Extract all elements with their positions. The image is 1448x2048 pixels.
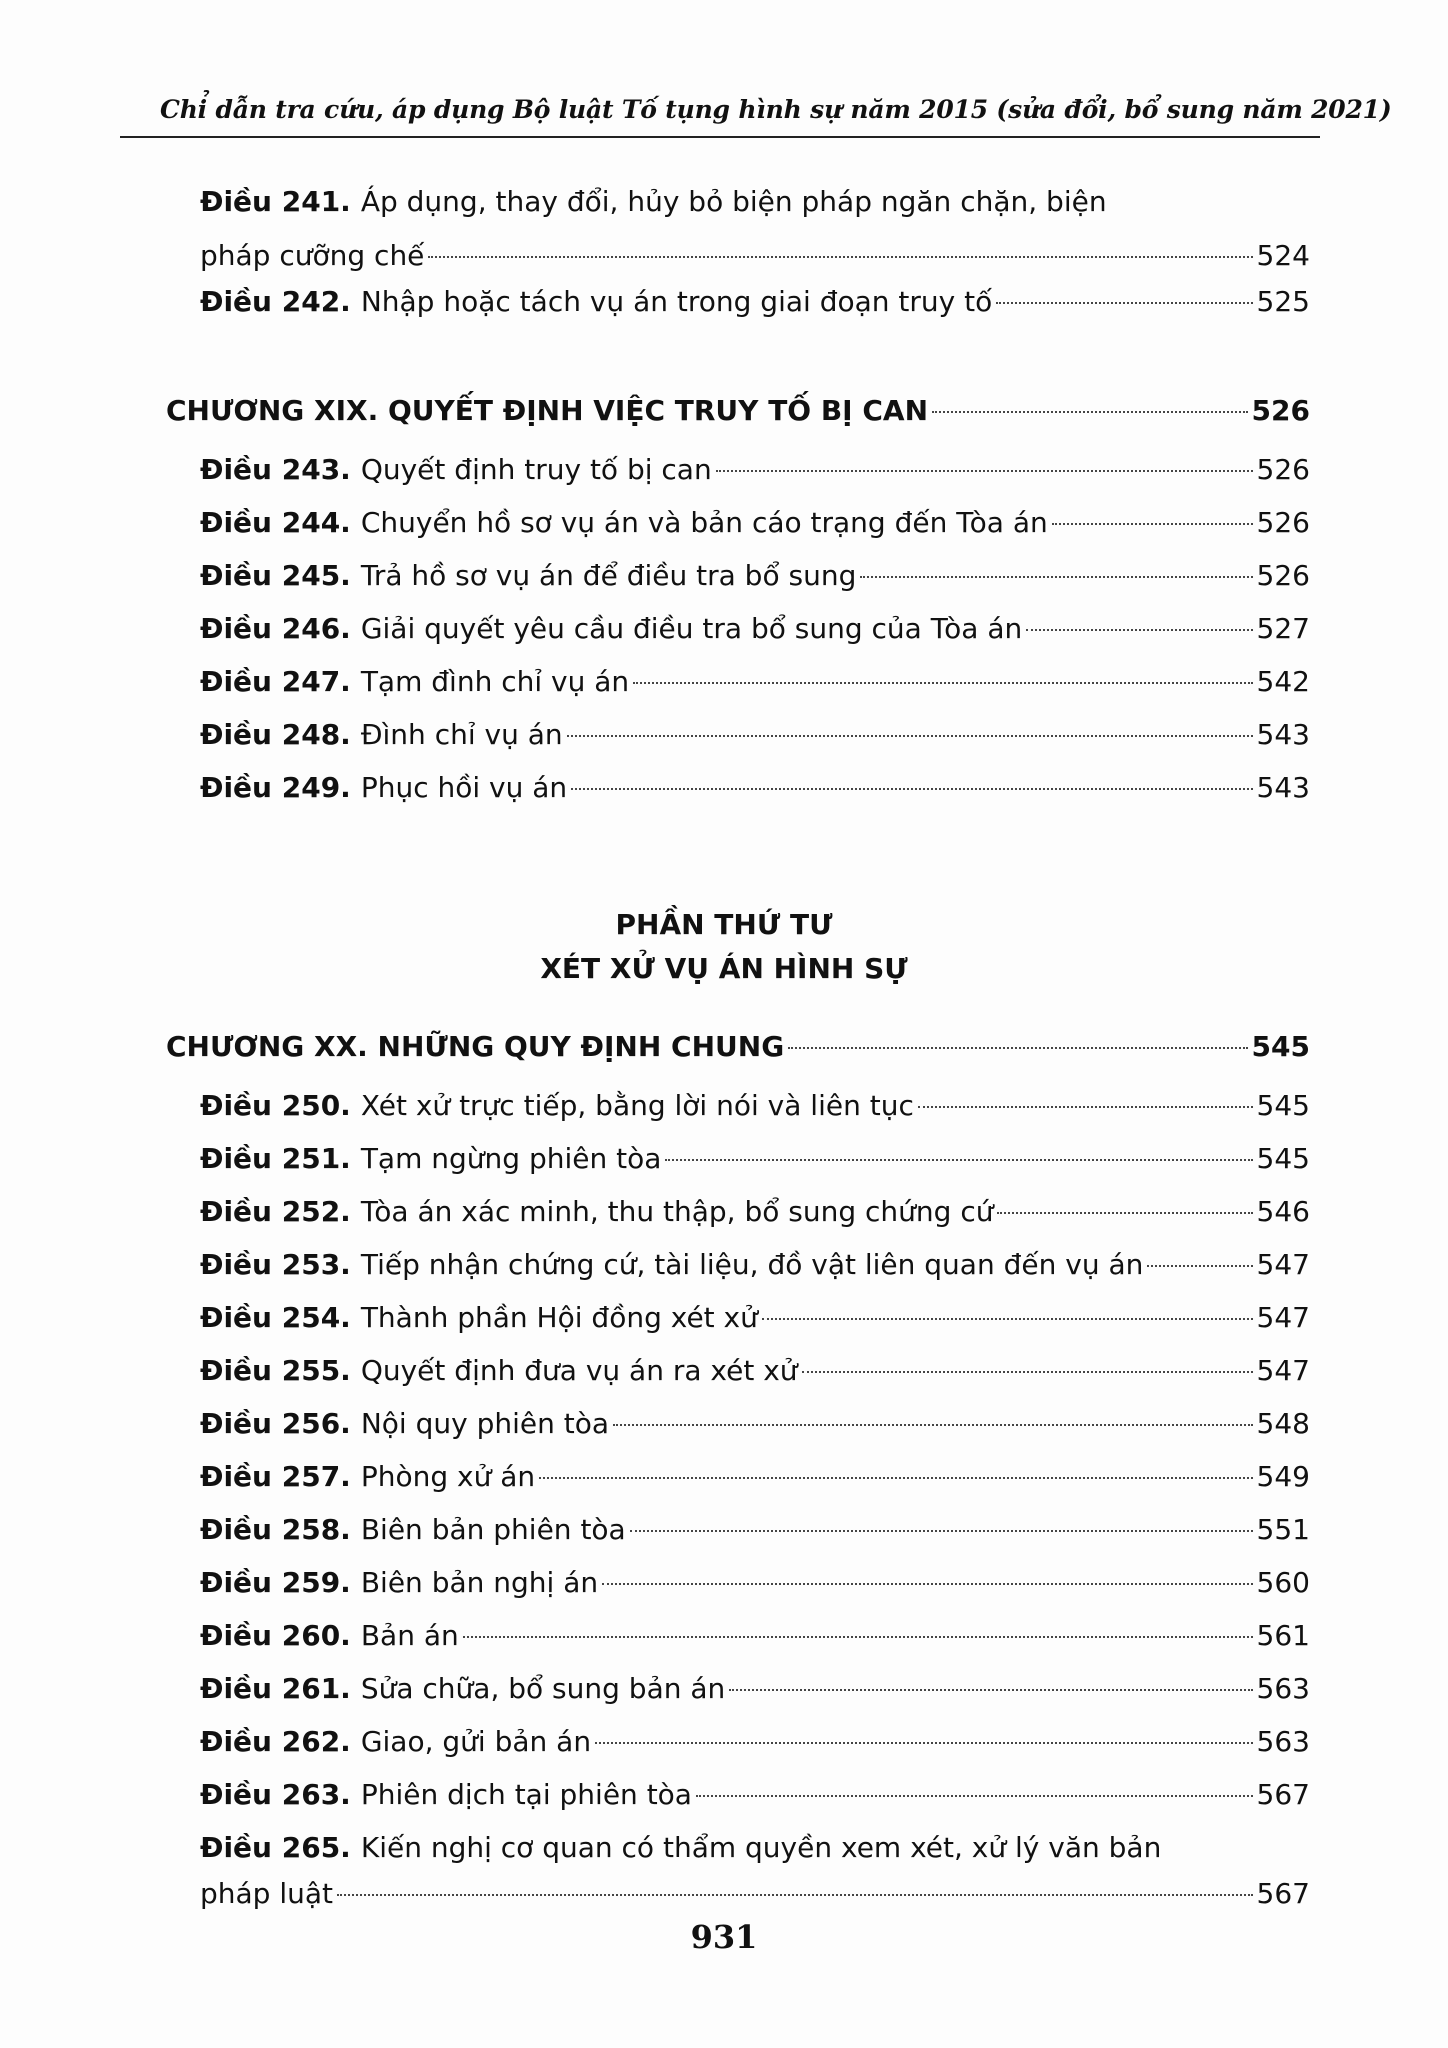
toc-entry-255	[200, 1354, 1310, 1391]
leader-dots	[729, 1689, 1252, 1691]
leader-dots	[1026, 629, 1252, 631]
article-number: Điều 252.	[200, 1195, 351, 1228]
leader-dots	[1052, 523, 1253, 525]
leader-dots	[633, 682, 1252, 684]
article-number: Điều 242.	[200, 285, 351, 318]
leader-dots	[918, 1106, 1253, 1108]
article-number: Điều 255.	[200, 1354, 351, 1387]
leader-dots	[802, 1371, 1253, 1373]
toc-entry-250	[200, 1089, 1310, 1126]
toc-entry-241	[200, 185, 1310, 276]
page-ref: 567	[1256, 1877, 1310, 1910]
page-ref: 543	[1256, 718, 1310, 751]
article-number: Điều 247.	[200, 665, 351, 698]
leader-dots	[567, 735, 1253, 737]
running-header: Chỉ dẫn tra cứu, áp dụng Bộ luật Tố tụng hình sự năm 2015 (sửa đổi, bổ sung năm 2021)	[160, 95, 1392, 124]
toc-entry-252	[200, 1195, 1310, 1232]
article-title: Quyết định truy tố bị can	[360, 453, 712, 486]
article-number: Điều 262.	[200, 1725, 351, 1758]
leader-dots	[337, 1894, 1253, 1896]
toc-entry-243	[200, 453, 1310, 490]
leader-dots	[595, 1742, 1252, 1744]
page-ref: 542	[1256, 665, 1310, 698]
page-ref: 545	[1256, 1089, 1310, 1122]
article-title: Áp dụng, thay đổi, hủy bỏ biện pháp ngăn chặn, biện	[360, 185, 1107, 218]
article-number: Điều 246.	[200, 612, 351, 645]
leader-dots	[762, 1318, 1253, 1320]
article-title: Tòa án xác minh, thu thập, bổ sung chứng cứ	[360, 1195, 994, 1228]
toc-entry-259	[200, 1566, 1310, 1603]
article-title: Giao, gửi bản án	[360, 1725, 592, 1758]
page-ref: 545	[1251, 1030, 1310, 1063]
leader-dots	[539, 1477, 1252, 1479]
page-ref: 524	[1256, 239, 1310, 272]
toc-entry-249	[200, 771, 1310, 808]
toc-entry-257	[200, 1460, 1310, 1497]
leader-dots	[996, 302, 1252, 304]
article-title: Xét xử trực tiếp, bằng lời nói và liên tục	[360, 1089, 914, 1122]
leader-dots	[428, 256, 1252, 258]
article-title: Quyết định đưa vụ án ra xét xử	[360, 1354, 798, 1387]
article-title: Kiến nghị cơ quan có thẩm quyền xem xét, xử lý văn bản	[360, 1831, 1162, 1864]
article-title-continued: pháp luật	[200, 1877, 334, 1910]
toc-entry-262	[200, 1725, 1310, 1762]
article-title: Tạm ngừng phiên tòa	[360, 1142, 662, 1175]
page-ref: 526	[1256, 506, 1310, 539]
article-title: Phục hồi vụ án	[360, 771, 568, 804]
leader-dots	[997, 1212, 1252, 1214]
article-number: Điều 250.	[200, 1089, 351, 1122]
article-title: Biên bản phiên tòa	[360, 1513, 626, 1546]
article-title: Biên bản nghị án	[360, 1566, 599, 1599]
toc-entry-260	[200, 1619, 1310, 1656]
article-title: Phòng xử án	[360, 1460, 536, 1493]
article-number: Điều 243.	[200, 453, 351, 486]
page-ref: 560	[1256, 1566, 1310, 1599]
article-number: Điều 260.	[200, 1619, 351, 1652]
article-number: Điều 256.	[200, 1407, 351, 1440]
chapter-title: CHƯƠNG XIX. QUYẾT ĐỊNH VIỆC TRUY TỐ BỊ CAN	[166, 394, 929, 427]
toc-entry-244	[200, 506, 1310, 543]
article-title: Tiếp nhận chứng cứ, tài liệu, đồ vật liên quan đến vụ án	[360, 1248, 1144, 1281]
article-number: Điều 253.	[200, 1248, 351, 1281]
chapter-title: CHƯƠNG XX. NHỮNG QUY ĐỊNH CHUNG	[166, 1030, 785, 1063]
article-title: Chuyển hồ sơ vụ án và bản cáo trạng đến Tòa án	[360, 506, 1048, 539]
leader-dots	[860, 576, 1252, 578]
page-ref: 526	[1251, 394, 1310, 427]
article-number: Điều 254.	[200, 1301, 351, 1334]
chapter-heading-xix	[166, 394, 1310, 427]
article-number: Điều 263.	[200, 1778, 351, 1811]
article-number: Điều 245.	[200, 559, 351, 592]
page-ref: 526	[1256, 453, 1310, 486]
article-title: Phiên dịch tại phiên tòa	[360, 1778, 692, 1811]
article-number: Điều 261.	[200, 1672, 351, 1705]
article-title: Trả hồ sơ vụ án để điều tra bổ sung	[360, 559, 857, 592]
leader-dots	[613, 1424, 1253, 1426]
toc-entry-263	[200, 1778, 1310, 1815]
page-ref: 561	[1256, 1619, 1310, 1652]
part-label: PHẦN THỨ TƯ	[615, 908, 833, 941]
article-number: Điều 258.	[200, 1513, 351, 1546]
page-ref: 547	[1256, 1248, 1310, 1281]
leader-dots	[630, 1530, 1253, 1532]
page-ref: 567	[1256, 1778, 1310, 1811]
page-ref: 547	[1256, 1301, 1310, 1334]
article-title: Nội quy phiên tòa	[360, 1407, 610, 1440]
article-title-continued: pháp cưỡng chế	[200, 239, 425, 272]
toc-entry-258	[200, 1513, 1310, 1550]
article-title: Giải quyết yêu cầu điều tra bổ sung của Tòa án	[360, 612, 1023, 645]
part-title: XÉT XỬ VỤ ÁN HÌNH SỰ	[540, 952, 908, 985]
header-rule	[120, 136, 1320, 138]
chapter-heading-xx	[166, 1030, 1310, 1063]
article-number: Điều 259.	[200, 1566, 351, 1599]
toc-entry-246	[200, 612, 1310, 649]
leader-dots	[571, 788, 1252, 790]
page-ref: 545	[1256, 1142, 1310, 1175]
page-ref: 549	[1256, 1460, 1310, 1493]
page-ref: 543	[1256, 771, 1310, 804]
article-number: Điều 251.	[200, 1142, 351, 1175]
article-number: Điều 248.	[200, 718, 351, 751]
article-title: Bản án	[360, 1619, 459, 1652]
page-ref: 527	[1256, 612, 1310, 645]
page-ref: 563	[1256, 1672, 1310, 1705]
page-ref: 526	[1256, 559, 1310, 592]
leader-dots	[602, 1583, 1252, 1585]
leader-dots	[696, 1795, 1253, 1797]
leader-dots	[665, 1159, 1252, 1161]
toc-entry-247	[200, 665, 1310, 702]
page-ref: 563	[1256, 1725, 1310, 1758]
article-title: Nhập hoặc tách vụ án trong giai đoạn truy tố	[360, 285, 993, 318]
page-ref: 525	[1256, 285, 1310, 318]
leader-dots	[932, 411, 1248, 413]
page-ref: 548	[1256, 1407, 1310, 1440]
page-ref: 547	[1256, 1354, 1310, 1387]
article-number: Điều 265.	[200, 1831, 351, 1864]
article-title: Sửa chữa, bổ sung bản án	[360, 1672, 726, 1705]
leader-dots	[788, 1047, 1247, 1049]
page-ref: 551	[1256, 1513, 1310, 1546]
toc-entry-245	[200, 559, 1310, 596]
article-number: Điều 244.	[200, 506, 351, 539]
toc-entry-254	[200, 1301, 1310, 1338]
article-title: Thành phần Hội đồng xét xử	[360, 1301, 758, 1334]
page-ref: 546	[1256, 1195, 1310, 1228]
toc-entry-256	[200, 1407, 1310, 1444]
toc-entry-242	[200, 285, 1310, 322]
article-title: Đình chỉ vụ án	[360, 718, 563, 751]
article-title: Tạm đình chỉ vụ án	[360, 665, 630, 698]
leader-dots	[463, 1636, 1253, 1638]
leader-dots	[1147, 1265, 1252, 1267]
toc-entry-253	[200, 1248, 1310, 1285]
article-number: Điều 249.	[200, 771, 351, 804]
page-number: 931	[690, 1918, 758, 1956]
article-number: Điều 241.	[200, 185, 351, 218]
toc-entry-261	[200, 1672, 1310, 1709]
toc-entry-248	[200, 718, 1310, 755]
toc-entry-251	[200, 1142, 1310, 1179]
toc-entry-265	[200, 1831, 1310, 1914]
leader-dots	[716, 470, 1253, 472]
article-number: Điều 257.	[200, 1460, 351, 1493]
